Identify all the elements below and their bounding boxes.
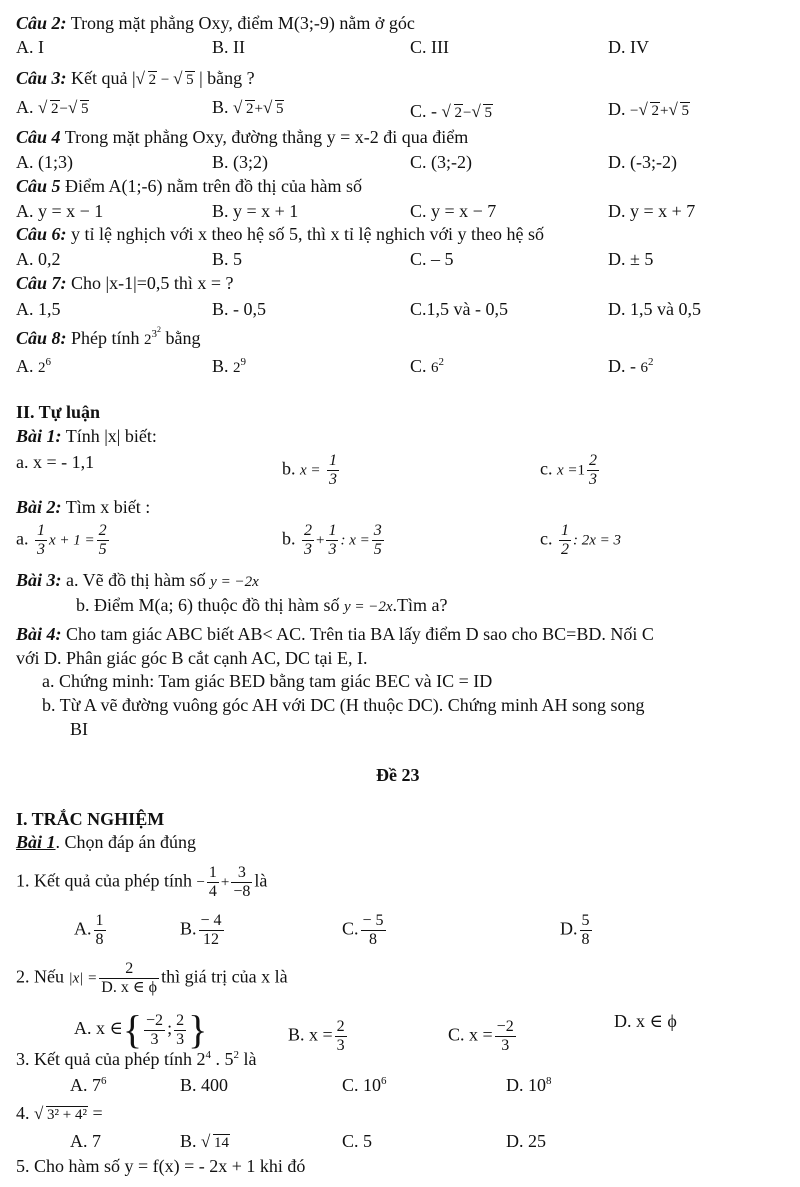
- part-a: a. $\frac{1}{3}$ x + 1 = $\frac{2}{5}$: [16, 522, 107, 558]
- question-2: [16, 12, 415, 34]
- option-b: B. √ 2+√ 5: [212, 96, 284, 120]
- option-d: D. y = x + 7: [608, 201, 696, 221]
- option-a: A. y = x − 1: [16, 201, 104, 221]
- option-c: C. $10^6$: [342, 1075, 387, 1095]
- exercise-4-part-b: b. Từ A vẽ đường vuông góc AH với DC (H thuộc DC). Chứng minh AH song song: [42, 695, 645, 715]
- option-b: B. $\frac{- 4}{12}$: [180, 912, 222, 948]
- question-text: Trong mặt phẳng Oxy, điểm M(3;-9) nằm ở góc: [70, 13, 415, 33]
- question-8: Câu 8: Phép tính $2^{3^2}$ bằng: [16, 325, 201, 348]
- option-a: A. √ 2−√ 5: [16, 96, 89, 120]
- option-d: D. −√ 2+√ 5: [608, 98, 690, 122]
- question-label: Câu 5: [16, 176, 61, 196]
- option-d: D. x ∈ ϕ: [614, 1011, 677, 1031]
- option-d: D. IV: [608, 37, 649, 57]
- option-b: B. x = $\frac{2}{3}$: [288, 1018, 345, 1054]
- option-c: C. $\frac{- 5}{8}$: [342, 912, 384, 948]
- option-a: A. $2^6$: [16, 356, 51, 376]
- power-expression: $2^{3^2}$: [144, 325, 162, 348]
- exercise-label: Bài 2:: [16, 497, 62, 517]
- exercise-text: Cho tam giác ABC biết AB< AC. Trên tia BA lấy điểm D sao cho BC=BD. Nối C: [66, 624, 654, 644]
- exercise-2: [16, 496, 150, 518]
- question-label: Câu 8:: [16, 328, 67, 348]
- part-b: b. x = $\frac{1}{3}$: [282, 452, 338, 488]
- exercise-4-part-b-cont: BI: [70, 719, 88, 739]
- option-a: A. 0,2: [16, 249, 61, 269]
- question-text: y tỉ lệ nghịch với x theo hệ số 5, thì x tỉ lệ nghich với y theo hệ số: [71, 224, 544, 244]
- question-label: Câu 4: [16, 127, 61, 147]
- option-d: D. (-3;-2): [608, 152, 677, 172]
- question-label: Câu 2:: [16, 13, 67, 33]
- option-b: B. - 0,5: [212, 299, 266, 319]
- question-text: Cho |x-1|=0,5 thì x = ?: [71, 273, 234, 293]
- option-d: D. 1,5 và 0,5: [608, 299, 701, 319]
- exercise-label: Bài 1:: [16, 426, 62, 446]
- option-b: B. 5: [212, 249, 243, 269]
- option-b: B. 400: [180, 1075, 229, 1095]
- question-label: Câu 6:: [16, 224, 67, 244]
- option-c: C. III: [410, 37, 449, 57]
- option-c: C. – 5: [410, 249, 454, 269]
- question-label: Câu 7:: [16, 273, 67, 293]
- mc-question-2: 2. Nếu |x| = $\frac{2}{D. x \in \phi}$ thì giá trị của x là: [16, 960, 288, 996]
- option-a: A. (1;3): [16, 152, 73, 172]
- option-c: C. 5: [342, 1131, 373, 1151]
- option-b: B. $2^9$: [212, 356, 247, 376]
- sqrt-2: √ 2: [136, 69, 158, 91]
- exercise-label: Bài 3:: [16, 570, 62, 590]
- part-b: b. $\frac{2}{3}$ + $\frac{1}{3}$ : x = $\frac{3}{5}$: [282, 522, 382, 558]
- option-d: D. 25: [506, 1131, 546, 1151]
- option-c: C. x = $\frac{-2}{3}$: [448, 1018, 514, 1054]
- option-d: D. $10^8$: [506, 1075, 552, 1095]
- sqrt-5: √ 5: [173, 69, 195, 91]
- question-text: Trong mặt phẳng Oxy, đường thẳng y = x-2 đi qua điểm: [64, 127, 469, 147]
- question-text-pre: Kết quả |: [71, 68, 136, 88]
- part-c: c. x =1 $\frac{2}{3}$: [540, 452, 598, 488]
- option-a: A. x ∈{ $\frac{-2}{3}$ ; $\frac{2}{3}$ }: [74, 1007, 208, 1052]
- exercise-3: [16, 569, 259, 593]
- option-a: A. I: [16, 37, 44, 57]
- option-d: D. - $6^2$: [608, 356, 654, 376]
- option-b: B. (3;2): [212, 152, 268, 172]
- question-text-post: | bằng ?: [199, 68, 255, 88]
- option-a: A. $7^6$: [70, 1075, 107, 1095]
- question-5: [16, 175, 362, 197]
- mc-question-1: 1. Kết quả của phép tính − $\frac{1}{4}$ + $\frac{3}{-8}$ là: [16, 864, 268, 900]
- exercise-3-part-b: b. Điểm M(a; 6) thuộc đồ thị hàm số y = −2x.Tìm a?: [76, 595, 448, 615]
- question-text: Phép tính: [71, 328, 140, 348]
- exercise-4-line-2: với D. Phân giác góc B cắt cạnh AC, DC tại E, I.: [16, 648, 368, 668]
- section-title: I. TRẮC NGHIỆM: [16, 809, 165, 829]
- exercise-text: . Chọn đáp án đúng: [55, 832, 196, 852]
- mc-question-4: 4. √ 3² + 4² =: [16, 1102, 103, 1126]
- exercise-4-part-a: a. Chứng minh: Tam giác BED bằng tam giác BEC và IC = ID: [42, 671, 493, 691]
- option-b: B. √ 14: [180, 1130, 230, 1154]
- question-7: [16, 272, 234, 294]
- question-label: Câu 3:: [16, 68, 67, 88]
- function-formula: y = −2x: [210, 574, 259, 590]
- option-b: B. II: [212, 37, 245, 57]
- option-d: D. $\frac{5}{8}$: [560, 912, 590, 948]
- exercise-label: Bài 1: [16, 832, 56, 852]
- exercise-label: Bài 4:: [16, 624, 62, 644]
- exercise-text: a. Vẽ đồ thị hàm số: [66, 570, 206, 590]
- part-a: a. x = - 1,1: [16, 452, 95, 472]
- exercise-4: [16, 623, 654, 645]
- exam-title: Đề 23: [376, 765, 420, 785]
- exercise-text: Tính |x| biết:: [65, 426, 157, 446]
- exercise-1: [16, 425, 157, 447]
- option-c: C. - √ 2−√ 5: [410, 100, 493, 124]
- option-c: C. y = x − 7: [410, 201, 497, 221]
- mc-question-3: 3. Kết quả của phép tính $2^4$ . $5^2$ là: [16, 1049, 257, 1069]
- exercise-text: Tìm x biết :: [65, 497, 151, 517]
- option-a: A. $\frac{1}{8}$: [74, 912, 104, 948]
- part-c: c. $\frac{1}{2}$ : 2x = 3: [540, 522, 622, 558]
- option-c: C. $6^2$: [410, 356, 445, 376]
- option-c: C. (3;-2): [410, 152, 472, 172]
- question-6: [16, 223, 544, 245]
- mc-question-5: 5. Cho hàm số y = f(x) = - 2x + 1 khi đó: [16, 1156, 306, 1176]
- option-c: C.1,5 và - 0,5: [410, 299, 508, 319]
- question-text: Điểm A(1;-6) nằm trên đồ thị của hàm số: [65, 176, 362, 196]
- option-d: D. ± 5: [608, 249, 654, 269]
- option-b: B. y = x + 1: [212, 201, 299, 221]
- exercise-1-heading: [16, 831, 196, 853]
- option-a: A. 1,5: [16, 299, 61, 319]
- section-title: II. Tự luận: [16, 402, 101, 422]
- question-4: [16, 126, 468, 148]
- question-3: Câu 3: Kết quả |√ 2 − √ 5 | bằng ?: [16, 67, 255, 91]
- option-a: A. 7: [70, 1131, 101, 1151]
